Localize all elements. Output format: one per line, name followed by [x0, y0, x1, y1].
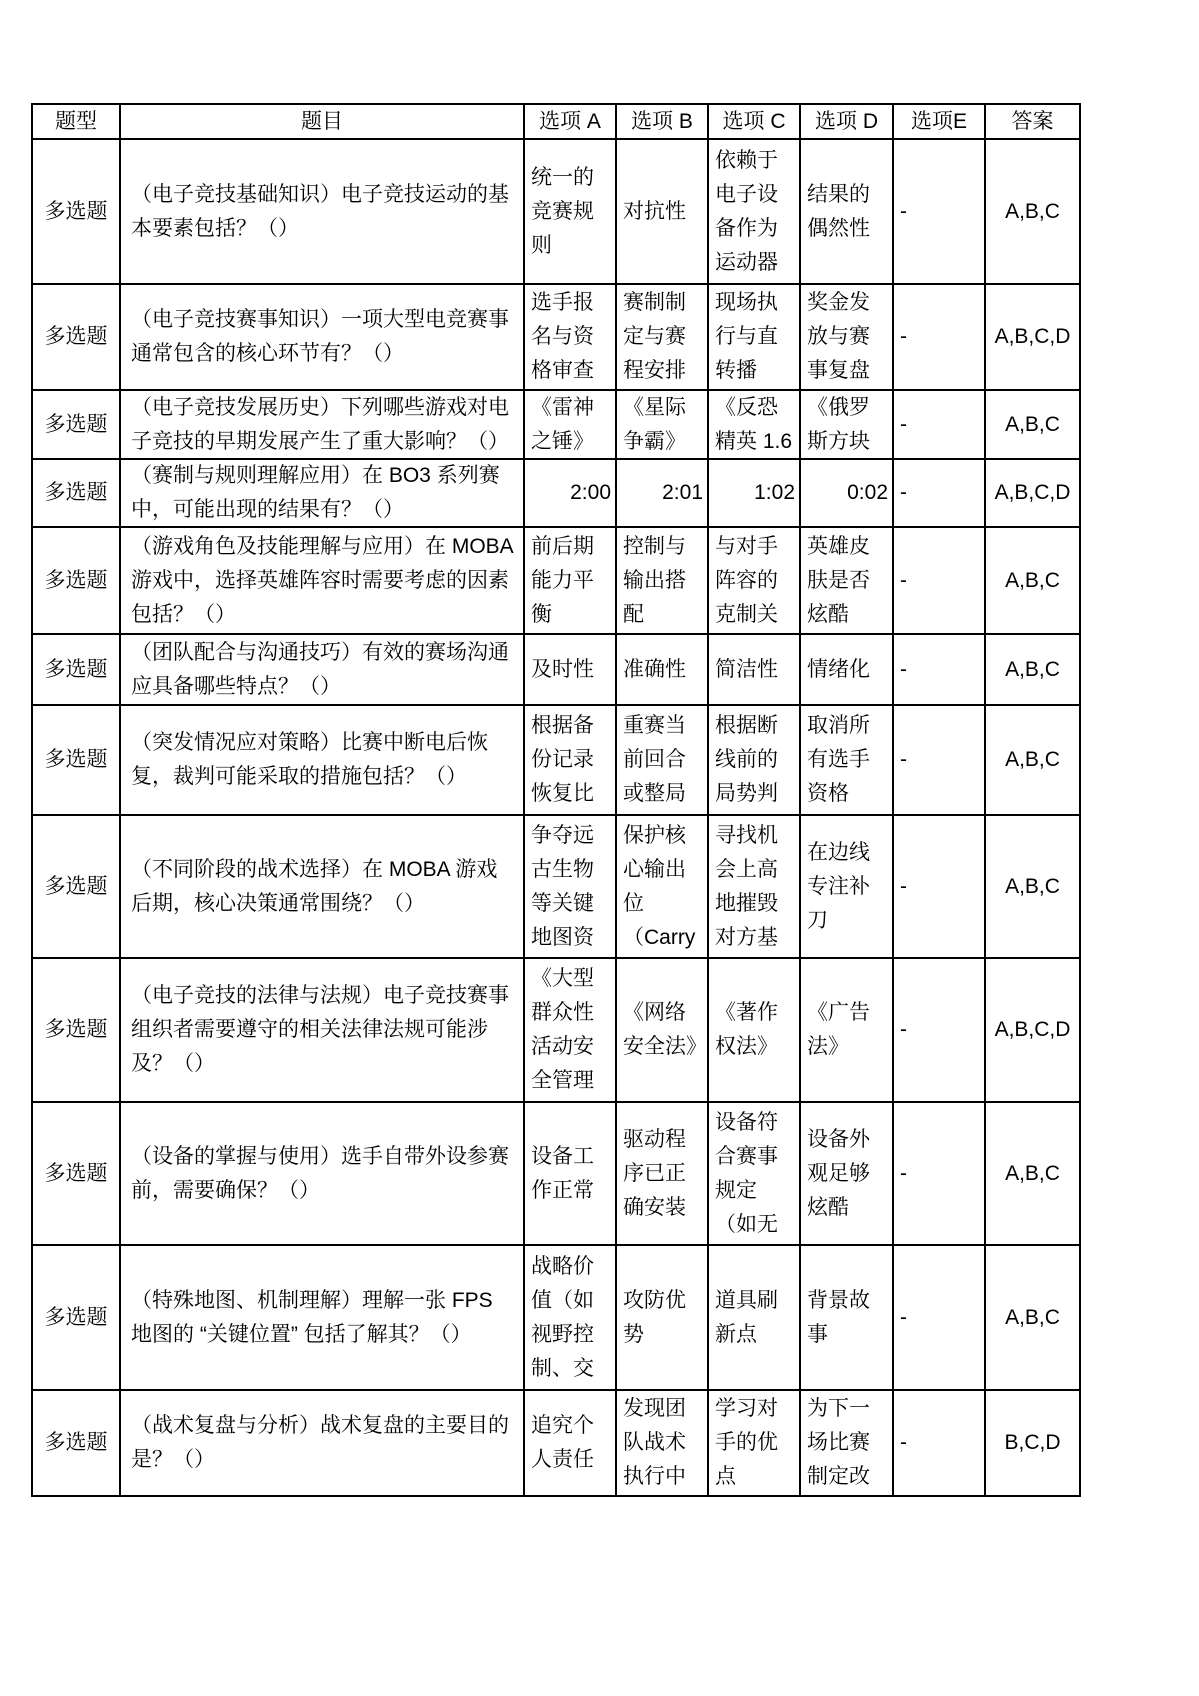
cell-option-e	[893, 815, 985, 958]
cell-option-c-text: 与对手阵容的克制关	[715, 534, 778, 626]
cell-answer	[985, 705, 1080, 815]
cell-option-d-text: 为下一场比赛制定改	[807, 1397, 870, 1488]
table-header	[32, 104, 1080, 139]
cell-option-b	[616, 527, 708, 634]
cell-question-type-text: 多选题	[44, 568, 108, 592]
cell-answer-text: A,B,C,D	[994, 1018, 1071, 1041]
cell-question-type	[32, 1102, 120, 1245]
cell-option-a	[524, 390, 616, 459]
cell-question	[120, 815, 524, 958]
column-header-option-e	[893, 104, 985, 139]
cell-option-a-text: 根据备份记录恢复比	[531, 714, 594, 805]
cell-option-d	[800, 705, 893, 815]
cell-option-d	[800, 815, 893, 958]
cell-question-type	[32, 284, 120, 390]
cell-option-d-text: 奖金发放与赛事复盘	[807, 291, 870, 382]
cell-option-d-text: 情绪化	[807, 657, 870, 681]
cell-question-type-text: 多选题	[44, 657, 108, 681]
cell-option-c-text: 寻找机会上高地摧毁对方基	[715, 823, 778, 949]
column-header-label: 选项 C	[722, 109, 786, 133]
cell-option-d	[800, 527, 893, 634]
cell-option-d	[800, 1245, 893, 1390]
table-row	[32, 634, 1080, 705]
cell-question-type-text: 多选题	[44, 1305, 108, 1329]
cell-question-type	[32, 459, 120, 527]
cell-question-type-text: 多选题	[44, 412, 108, 436]
cell-question	[120, 527, 524, 634]
cell-question-text: （不同阶段的战术选择）在 MOBA 游戏后期，核心决策通常围绕？（）	[131, 857, 498, 915]
cell-option-d-text: 0:02	[847, 481, 888, 504]
cell-option-e	[893, 284, 985, 390]
cell-option-b	[616, 284, 708, 390]
cell-option-d	[800, 459, 893, 527]
cell-option-c	[708, 815, 800, 958]
cell-question-text: （特殊地图、机制理解）理解一张 FPS 地图的 “关键位置” 包括了解其？（）	[131, 1288, 493, 1346]
column-header-label: 选项 D	[815, 109, 878, 133]
column-header-label: 题型	[55, 109, 97, 133]
cell-question-type	[32, 390, 120, 459]
cell-option-a-text: 《雷神之锤》	[531, 395, 594, 453]
cell-question-type	[32, 527, 120, 634]
cell-option-d	[800, 139, 893, 284]
table-row	[32, 958, 1080, 1102]
cell-option-d-text: 背景故事	[807, 1288, 870, 1346]
cell-option-c-text: 道具刷新点	[715, 1288, 778, 1346]
cell-option-e-text: -	[900, 1018, 907, 1041]
cell-option-a	[524, 1102, 616, 1245]
cell-option-e	[893, 1390, 985, 1496]
cell-option-e-text: -	[900, 199, 907, 223]
cell-question-text: （战术复盘与分析）战术复盘的主要目的是？（）	[131, 1414, 509, 1471]
cell-option-c	[708, 1245, 800, 1390]
quiz-table	[31, 103, 1081, 1497]
cell-option-d	[800, 390, 893, 459]
cell-option-b-text: 攻防优势	[623, 1288, 686, 1346]
cell-question	[120, 1102, 524, 1245]
cell-option-b-text: 驱动程序已正确安装	[623, 1127, 686, 1219]
cell-option-b	[616, 815, 708, 958]
cell-option-e	[893, 527, 985, 634]
cell-answer	[985, 1245, 1080, 1390]
cell-question-type	[32, 634, 120, 705]
cell-option-c	[708, 958, 800, 1102]
cell-option-a-text: 战略价值（如视野控制、交	[531, 1254, 594, 1380]
cell-option-a	[524, 139, 616, 284]
cell-option-d-text: 结果的偶然性	[807, 182, 870, 240]
cell-option-a-text: 设备工作正常	[531, 1144, 594, 1202]
cell-option-a	[524, 459, 616, 527]
cell-option-e	[893, 459, 985, 527]
cell-option-b-text: 2:01	[662, 481, 703, 504]
cell-option-e-text: -	[900, 1161, 907, 1185]
cell-option-a-text: 追究个人责任	[531, 1414, 594, 1471]
cell-option-e	[893, 1102, 985, 1245]
cell-question-text: （赛制与规则理解应用）在 BO3 系列赛中，可能出现的结果有？（）	[131, 464, 500, 521]
cell-option-c	[708, 527, 800, 634]
cell-question-text: （电子竞技的法律与法规）电子竞技赛事组织者需要遵守的相关法律法规可能涉及？（）	[131, 984, 509, 1075]
table-row	[32, 139, 1080, 284]
cell-option-b-text: 对抗性	[623, 199, 686, 223]
cell-option-a	[524, 1390, 616, 1496]
cell-option-d	[800, 1390, 893, 1496]
column-header-option-d	[800, 104, 893, 139]
cell-option-c-text: 《著作权法》	[715, 1001, 778, 1058]
cell-question	[120, 634, 524, 705]
cell-question-type-text: 多选题	[44, 1018, 108, 1041]
cell-option-a	[524, 634, 616, 705]
cell-option-d-text: 英雄皮肤是否炫酷	[807, 534, 870, 626]
cell-option-b	[616, 958, 708, 1102]
table-body	[32, 139, 1080, 1496]
cell-option-b	[616, 1245, 708, 1390]
cell-option-a-text: 前后期能力平衡	[531, 534, 594, 626]
column-header-answer	[985, 104, 1080, 139]
table-row	[32, 815, 1080, 958]
cell-option-c-text: 依赖于电子设备作为运动器	[715, 148, 778, 274]
cell-option-e-text: -	[900, 568, 907, 592]
cell-question-text: （团队配合与沟通技巧）有效的赛场沟通应具备哪些特点？（）	[131, 640, 509, 698]
cell-answer-text: A,B,C	[1005, 568, 1060, 592]
cell-option-a-text: 统一的竞赛规则	[531, 165, 594, 257]
cell-option-e	[893, 705, 985, 815]
table-row	[32, 459, 1080, 527]
cell-answer	[985, 139, 1080, 284]
table-row	[32, 1245, 1080, 1390]
cell-option-b	[616, 705, 708, 815]
table-row	[32, 1390, 1080, 1496]
cell-answer-text: A,B,C	[1005, 657, 1060, 681]
cell-option-e-text: -	[900, 481, 907, 504]
cell-option-c	[708, 634, 800, 705]
cell-question-type-text: 多选题	[44, 874, 108, 898]
cell-option-b	[616, 1102, 708, 1245]
cell-answer-text: A,B,C	[1005, 1161, 1060, 1185]
cell-option-d-text: 取消所有选手资格	[807, 714, 870, 805]
cell-answer-text: A,B,C,D	[994, 325, 1071, 348]
cell-option-c-text: 1:02	[754, 481, 795, 504]
cell-question	[120, 705, 524, 815]
column-header-option-a	[524, 104, 616, 139]
cell-option-b	[616, 139, 708, 284]
cell-option-b-text: 保护核心输出位（Carry	[623, 823, 696, 949]
cell-answer-text: A,B,C	[1005, 874, 1060, 898]
cell-question-text: （突发情况应对策略）比赛中断电后恢复，裁判可能采取的措施包括？（）	[131, 731, 488, 788]
cell-option-b	[616, 390, 708, 459]
cell-question-type-text: 多选题	[44, 199, 108, 223]
cell-option-e	[893, 139, 985, 284]
cell-option-d	[800, 284, 893, 390]
cell-option-e-text: -	[900, 1305, 907, 1329]
column-header-label: 选项 A	[539, 109, 601, 133]
cell-question-type	[32, 705, 120, 815]
cell-answer-text: A,B,C,D	[994, 481, 1071, 504]
cell-question-type-text: 多选题	[44, 325, 108, 348]
cell-option-e-text: -	[900, 1431, 907, 1454]
cell-option-b-text: 赛制制定与赛程安排	[623, 291, 686, 382]
cell-option-d	[800, 958, 893, 1102]
header-row	[32, 104, 1080, 139]
cell-option-c	[708, 139, 800, 284]
cell-option-d-text: 《广告法》	[807, 1001, 870, 1058]
cell-question	[120, 459, 524, 527]
cell-option-a	[524, 284, 616, 390]
cell-option-b-text: 《星际争霸》	[623, 395, 686, 453]
cell-option-a-text: 《大型群众性活动安全管理	[531, 967, 594, 1092]
cell-question	[120, 284, 524, 390]
cell-answer-text: A,B,C	[1005, 748, 1060, 771]
cell-option-a	[524, 1245, 616, 1390]
cell-option-d	[800, 634, 893, 705]
cell-option-c	[708, 1102, 800, 1245]
cell-option-c-text: 学习对手的优点	[715, 1397, 778, 1488]
cell-option-a	[524, 958, 616, 1102]
cell-option-e-text: -	[900, 325, 907, 348]
cell-option-e-text: -	[900, 412, 907, 436]
cell-answer-text: A,B,C	[1005, 412, 1060, 436]
cell-option-a	[524, 705, 616, 815]
cell-answer	[985, 958, 1080, 1102]
table-row	[32, 1102, 1080, 1245]
cell-option-c	[708, 390, 800, 459]
cell-answer	[985, 284, 1080, 390]
table-row	[32, 527, 1080, 634]
cell-option-b-text: 《网络安全法》	[623, 1001, 707, 1058]
column-header-option-c	[708, 104, 800, 139]
cell-question-type-text: 多选题	[44, 481, 108, 504]
cell-question	[120, 1245, 524, 1390]
cell-option-c-text: 设备符合赛事规定（如无	[715, 1110, 778, 1236]
column-header-option-b	[616, 104, 708, 139]
cell-option-a-text: 选手报名与资格审查	[531, 291, 594, 382]
cell-option-a-text: 及时性	[531, 657, 594, 681]
column-header-question-type	[32, 104, 120, 139]
column-header-label: 选项 B	[631, 109, 693, 133]
table-row	[32, 390, 1080, 459]
cell-option-c-text: 根据断线前的局势判	[715, 714, 778, 805]
cell-question-type	[32, 139, 120, 284]
cell-question-text: （电子竞技发展历史）下列哪些游戏对电子竞技的早期发展产生了重大影响？（）	[131, 395, 509, 453]
cell-option-e	[893, 390, 985, 459]
cell-answer-text: A,B,C	[1005, 199, 1060, 223]
cell-option-b-text: 发现团队战术执行中	[623, 1397, 686, 1488]
cell-option-c	[708, 1390, 800, 1496]
cell-option-e-text: -	[900, 748, 907, 771]
cell-option-a	[524, 815, 616, 958]
cell-question-type-text: 多选题	[44, 1161, 108, 1185]
cell-option-c-text: 《反恐精英 1.6	[715, 395, 793, 453]
cell-option-d	[800, 1102, 893, 1245]
cell-question-text: （游戏角色及技能理解与应用）在 MOBA 游戏中，选择英雄阵容时需要考虑的因素包括？（）	[131, 534, 513, 626]
cell-option-b	[616, 1390, 708, 1496]
column-header-label: 题目	[301, 109, 343, 133]
cell-question-type	[32, 1390, 120, 1496]
table-row	[32, 705, 1080, 815]
cell-question-type	[32, 815, 120, 958]
cell-question-text: （电子竞技赛事知识）一项大型电竞赛事通常包含的核心环节有？（）	[131, 308, 509, 365]
cell-option-c	[708, 459, 800, 527]
cell-question-text: （电子竞技基础知识）电子竞技运动的基本要素包括？（）	[131, 182, 509, 240]
cell-question-type	[32, 1245, 120, 1390]
column-header-label: 答案	[1011, 109, 1054, 133]
cell-option-b-text: 准确性	[623, 657, 686, 681]
cell-option-e-text: -	[900, 874, 907, 898]
cell-answer	[985, 815, 1080, 958]
cell-option-c	[708, 284, 800, 390]
cell-question	[120, 1390, 524, 1496]
cell-question	[120, 139, 524, 284]
cell-option-a-text: 争夺远古生物等关键地图资	[531, 823, 594, 949]
cell-answer	[985, 634, 1080, 705]
column-header-question	[120, 104, 524, 139]
cell-answer	[985, 1102, 1080, 1245]
cell-question	[120, 958, 524, 1102]
cell-option-c-text: 简洁性	[715, 657, 778, 681]
cell-question	[120, 390, 524, 459]
cell-option-c-text: 现场执行与直转播	[715, 291, 778, 382]
cell-answer-text: B,C,D	[1004, 1431, 1061, 1454]
cell-question-text: （设备的掌握与使用）选手自带外设参赛前，需要确保？（）	[131, 1144, 509, 1202]
cell-answer	[985, 390, 1080, 459]
cell-option-b-text: 重赛当前回合或整局	[623, 714, 686, 805]
cell-question-type-text: 多选题	[44, 748, 108, 771]
cell-option-b	[616, 634, 708, 705]
column-header-label: 选项E	[910, 109, 967, 133]
cell-option-d-text: 设备外观足够炫酷	[807, 1127, 870, 1219]
cell-question-type	[32, 958, 120, 1102]
table-row	[32, 284, 1080, 390]
cell-option-a-text: 2:00	[570, 481, 611, 504]
cell-option-e	[893, 958, 985, 1102]
cell-answer-text: A,B,C	[1005, 1305, 1060, 1329]
cell-option-d-text: 《俄罗斯方块	[807, 395, 870, 453]
cell-option-c	[708, 705, 800, 815]
cell-option-e	[893, 634, 985, 705]
cell-option-b	[616, 459, 708, 527]
cell-option-e-text: -	[900, 657, 907, 681]
cell-answer	[985, 527, 1080, 634]
cell-question-type-text: 多选题	[44, 1431, 108, 1454]
cell-option-b-text: 控制与输出搭配	[623, 534, 686, 626]
cell-option-a	[524, 527, 616, 634]
cell-answer	[985, 459, 1080, 527]
cell-option-e	[893, 1245, 985, 1390]
cell-option-d-text: 在边线专注补刀	[807, 840, 870, 932]
cell-answer	[985, 1390, 1080, 1496]
